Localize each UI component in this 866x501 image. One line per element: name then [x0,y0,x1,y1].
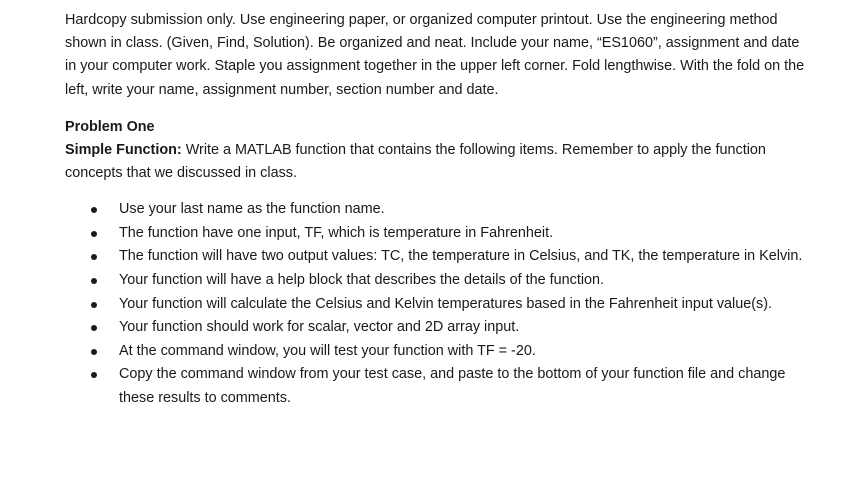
list-item [65,198,805,221]
document-page [65,9,805,410]
list-item [65,269,805,292]
bullet-icon [91,278,97,284]
requirements-list [65,198,805,410]
bullet-icon [91,207,97,213]
bullet-icon [91,231,97,237]
list-item [65,245,805,268]
requirement-text: The function will have two output values: TC, the temperature in Celsius, and TK, the temperature in Kelvin. [119,248,803,265]
requirement-text: At the command window, you will test your function with TF = -20. [119,342,536,359]
submission-instructions: Hardcopy submission only. Use engineering paper, or organized computer printout. Use the engineering method shown in class. (Given, Find, Solution). Be organized and neat. Include your name, “ES1060”, assignment and date in your computer work. Staple you assignment together in the upper left corner. Fold lengthwise. With the fold on the left, write your name, assignment number, section number and date. [65,12,805,98]
problem-heading: Problem One [65,118,155,135]
requirement-text: Your function should work for scalar, vector and 2D array input. [119,319,520,336]
list-item [65,293,805,316]
requirement-text: Your function will have a help block that describes the details of the function. [119,272,605,288]
bullet-icon [91,349,97,355]
bullet-icon [91,372,97,378]
list-item [65,340,805,363]
problem-description-text: Write a MATLAB function that contains the following items. Remember to apply the function concepts that we discussed in class. [65,141,766,182]
bullet-icon [91,254,97,260]
requirement-text: The function have one input, TF, which is temperature in Fahrenheit. [119,224,554,241]
requirement-text: Your function will calculate the Celsius and Kelvin temperatures based in the Fahrenheit input value(s). [119,295,773,312]
bullet-icon [91,325,97,331]
requirement-text: Copy the command window from your test case, and paste to the bottom of your function file and change these results to comments. [119,366,786,406]
list-item [65,316,805,339]
requirement-text: Use your last name as the function name. [119,201,385,218]
problem-description [65,139,805,185]
list-item [65,363,805,409]
bullet-icon [91,302,97,308]
problem-lead: Simple Function: [65,141,182,158]
list-item [65,222,805,245]
